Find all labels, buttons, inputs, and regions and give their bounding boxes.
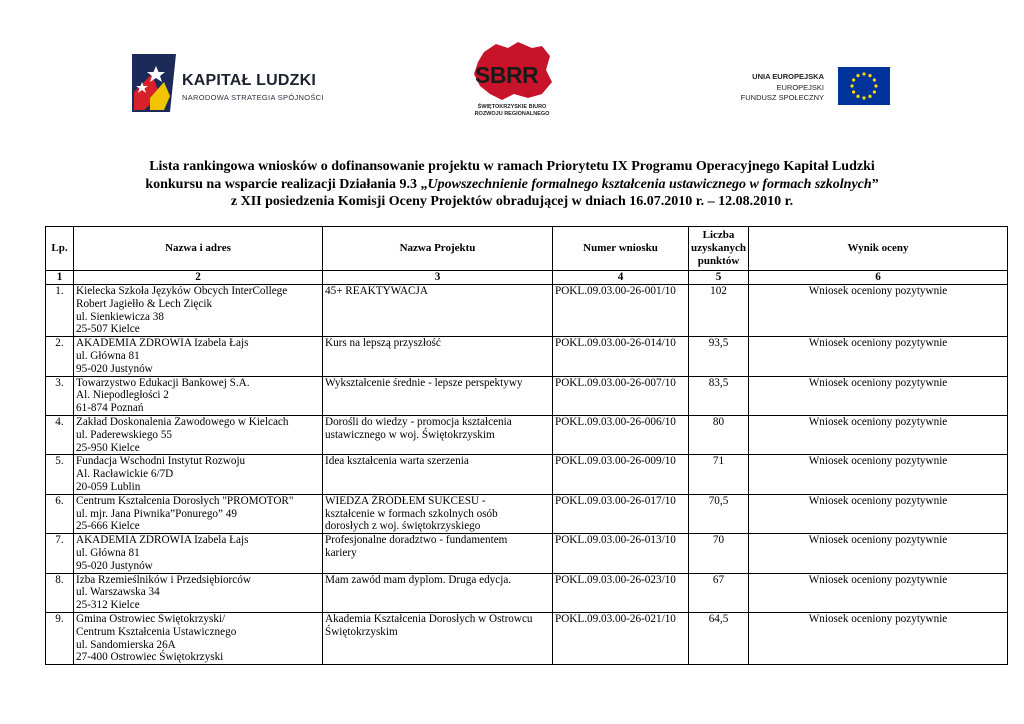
row-name-address <box>74 534 323 573</box>
row-points: 64,5 <box>689 612 749 664</box>
name-line: 20-059 Lublin <box>76 480 141 493</box>
project-line: Dorośli do wiedzy - promocja kształcenia <box>325 415 512 428</box>
project-line: WIEDZA ŹRÓDŁEM SUKCESU - <box>325 494 486 507</box>
row-project <box>323 376 553 415</box>
eu-star-icon <box>868 74 871 77</box>
table-row <box>46 376 1008 415</box>
row-application-number: POKL.09.03.00-26-013/10 <box>553 534 689 573</box>
header-project: Nazwa Projektu <box>323 227 553 271</box>
sbrr-wordmark: SBRR <box>475 62 539 88</box>
row-result: Wniosek oceniony pozytywnie <box>749 494 1008 533</box>
project-line: 45+ REAKTYWACJA <box>325 285 428 297</box>
name-line: ul. Paderewskiego 55 <box>76 428 173 441</box>
table-row <box>46 534 1008 573</box>
project-line: kształcenie w formach szkolnych osób <box>325 507 498 520</box>
project-line: Profesjonalne doradztwo - fundamentem <box>325 534 508 547</box>
name-line: 25-950 Kielce <box>76 441 140 454</box>
header-lp: Lp. <box>46 227 74 271</box>
project-line: kariery <box>325 546 357 559</box>
row-result: Wniosek oceniony pozytywnie <box>749 337 1008 376</box>
project-line: Wykształcenie średnie - lepsze perspektywy <box>325 376 523 389</box>
row-lp: 7. <box>46 534 74 573</box>
row-points: 83,5 <box>689 376 749 415</box>
name-line: ul. Sienkiewicza 38 <box>76 310 164 323</box>
column-number: 3 <box>323 271 553 285</box>
kapital-ludzki-logo <box>130 52 340 114</box>
row-points: 70 <box>689 534 749 573</box>
row-points: 80 <box>689 415 749 454</box>
name-line: 95-020 Justynów <box>76 559 153 572</box>
name-line: AKADEMIA ZDROWIA Izabela Łajs <box>76 337 249 350</box>
table-row <box>46 285 1008 337</box>
kapital-ludzki-emblem-icon <box>130 52 178 114</box>
row-project <box>323 612 553 664</box>
name-line: 95-020 Justynów <box>76 362 153 375</box>
eu-flag-icon <box>838 67 890 105</box>
project-line: Idea kształcenia warta szerzenia <box>325 455 469 468</box>
row-result: Wniosek oceniony pozytywnie <box>749 612 1008 664</box>
heading-line-2 <box>0 176 1024 194</box>
name-line: Izba Rzemieślników i Przedsiębiorców <box>76 573 251 586</box>
eu-star-icon <box>856 95 859 98</box>
row-result: Wniosek oceniony pozytywnie <box>749 455 1008 494</box>
kapital-ludzki-title: KAPITAŁ LUDZKI <box>182 72 317 89</box>
row-points: 71 <box>689 455 749 494</box>
project-line: Świętokrzyskim <box>325 625 398 638</box>
row-project <box>323 534 553 573</box>
row-project <box>323 285 553 337</box>
name-line: Fundacja Wschodni Instytut Rozwoju <box>76 455 246 468</box>
document-heading <box>0 158 1024 211</box>
name-line: ul. Sandomierska 26A <box>76 638 176 651</box>
name-line: ul. mjr. Jana Piwnika”Ponurego” 49 <box>76 507 237 520</box>
header-number: Numer wniosku <box>553 227 689 271</box>
row-application-number: POKL.09.03.00-26-014/10 <box>553 337 689 376</box>
project-line: dorosłych z woj. świętokrzyskiego <box>325 520 481 533</box>
eu-star-icon <box>862 72 865 75</box>
column-number-row <box>46 271 1008 285</box>
row-lp: 3. <box>46 376 74 415</box>
header-points-line: Liczba <box>702 229 735 242</box>
header-points-line: uzyskanych <box>691 242 747 255</box>
name-line: Al. Niepodległości 2 <box>76 389 169 402</box>
row-application-number: POKL.09.03.00-26-009/10 <box>553 455 689 494</box>
column-number: 4 <box>553 271 689 285</box>
eu-star-icon <box>850 84 853 87</box>
heading-measure-title: Upowszechnienie formalnego kształcenia ustawicznego w formach szkolnych <box>427 176 872 192</box>
heading-line-1: Lista rankingowa wniosków o dofinansowanie projektu w ramach Priorytetu IX Programu Operacyjnego Kapitał Ludzki <box>149 159 875 174</box>
row-name-address <box>74 376 323 415</box>
header-points <box>689 227 749 271</box>
heading-line-2-prefix: konkursu na wsparcie realizacji Działania 9.3 „ <box>145 176 428 192</box>
name-line: Kielecka Szkoła Języków Obcych InterCollege <box>76 285 288 297</box>
eu-star-icon <box>868 95 871 98</box>
heading-line-3: z XII posiedzenia Komisji Oceny Projektów obradującej w dniach 16.07.2010 r. – 12.08.2010 r. <box>230 194 794 209</box>
eu-union-label: UNIA EUROPEJSKA <box>752 72 824 81</box>
row-name-address <box>74 455 323 494</box>
eu-star-icon <box>852 78 855 81</box>
name-line: ul. Warszawska 34 <box>76 586 160 599</box>
name-line: 25-507 Kielce <box>76 323 140 336</box>
row-result: Wniosek oceniony pozytywnie <box>749 573 1008 612</box>
eu-fund-label-1: EUROPEJSKI <box>776 83 824 92</box>
name-line: Zakład Doskonalenia Zawodowego w Kielcach <box>76 415 289 428</box>
row-project <box>323 494 553 533</box>
row-application-number: POKL.09.03.00-26-021/10 <box>553 612 689 664</box>
name-line: Centrum Kształcenia Ustawicznego <box>76 625 237 638</box>
sbrr-caption-line1: ŚWIĘTOKRZYSKIE BIURO <box>477 104 547 110</box>
name-line: 25-312 Kielce <box>76 599 140 612</box>
row-project <box>323 573 553 612</box>
eu-star-icon <box>873 90 876 93</box>
name-line: Centrum Kształcenia Dorosłych "PROMOTOR" <box>76 494 294 507</box>
logo-bar <box>0 0 1024 140</box>
sbrr-logo <box>462 40 562 122</box>
table-row <box>46 415 1008 454</box>
row-points: 67 <box>689 573 749 612</box>
table-row <box>46 494 1008 533</box>
table-row <box>46 612 1008 664</box>
table-header-row <box>46 227 1008 271</box>
eu-fund-label-2: FUNDUSZ SPOŁECZNY <box>740 93 824 102</box>
eu-star-icon <box>874 84 877 87</box>
row-lp: 8. <box>46 573 74 612</box>
column-number: 5 <box>689 271 749 285</box>
eu-logo <box>738 67 890 107</box>
name-line: Towarzystwo Edukacji Bankowej S.A. <box>76 376 250 389</box>
row-name-address <box>74 285 323 337</box>
header-name: Nazwa i adres <box>74 227 323 271</box>
row-lp: 1. <box>46 285 74 337</box>
row-name-address <box>74 337 323 376</box>
project-line: Akademia Kształcenia Dorosłych w Ostrowcu <box>325 612 533 625</box>
name-line: ul. Główna 81 <box>76 546 140 559</box>
row-name-address <box>74 494 323 533</box>
heading-line-2-suffix: ” <box>871 176 879 192</box>
name-line: Gmina Ostrowiec Świętokrzyski/ <box>76 612 226 625</box>
table-row <box>46 455 1008 494</box>
row-result: Wniosek oceniony pozytywnie <box>749 534 1008 573</box>
kapital-ludzki-subtitle: NARODOWA STRATEGIA SPÓJNOŚCI <box>182 93 324 102</box>
table-row <box>46 573 1008 612</box>
ranking-table <box>45 226 1008 665</box>
row-lp: 5. <box>46 455 74 494</box>
header-points-line: punktów <box>697 254 740 267</box>
name-line: 27-400 Ostrowiec Świętokrzyski <box>76 651 224 664</box>
row-points: 93,5 <box>689 337 749 376</box>
project-line: ustawicznego w woj. Świętokrzyskim <box>325 428 495 441</box>
row-name-address <box>74 612 323 664</box>
column-number: 2 <box>74 271 323 285</box>
name-line: 25-666 Kielce <box>76 520 140 533</box>
row-project <box>323 415 553 454</box>
sbrr-caption-line2: ROZWOJU REGIONALNEGO <box>474 111 550 117</box>
project-line: Mam zawód mam dyplom. Druga edycja. <box>325 573 512 586</box>
row-project <box>323 337 553 376</box>
row-application-number: POKL.09.03.00-26-017/10 <box>553 494 689 533</box>
row-name-address <box>74 573 323 612</box>
row-result: Wniosek oceniony pozytywnie <box>749 376 1008 415</box>
name-line: Robert Jagiełło & Lech Zięcik <box>76 297 213 310</box>
header-result: Wynik oceny <box>749 227 1008 271</box>
row-result: Wniosek oceniony pozytywnie <box>749 415 1008 454</box>
row-application-number: POKL.09.03.00-26-001/10 <box>553 285 689 337</box>
eu-star-icon <box>873 78 876 81</box>
column-number: 6 <box>749 271 1008 285</box>
name-line: 61-874 Poznań <box>76 402 144 415</box>
column-number: 1 <box>46 271 74 285</box>
eu-star-icon <box>856 74 859 77</box>
row-lp: 4. <box>46 415 74 454</box>
table-row <box>46 337 1008 376</box>
project-line: Kurs na lepszą przyszłość <box>325 337 441 350</box>
row-lp: 6. <box>46 494 74 533</box>
row-application-number: POKL.09.03.00-26-007/10 <box>553 376 689 415</box>
eu-star-icon <box>852 90 855 93</box>
row-project <box>323 455 553 494</box>
row-points: 102 <box>689 285 749 337</box>
row-application-number: POKL.09.03.00-26-006/10 <box>553 415 689 454</box>
row-name-address <box>74 415 323 454</box>
row-result: Wniosek oceniony pozytywnie <box>749 285 1008 337</box>
row-application-number: POKL.09.03.00-26-023/10 <box>553 573 689 612</box>
name-line: ul. Główna 81 <box>76 349 140 362</box>
row-points: 70,5 <box>689 494 749 533</box>
row-lp: 9. <box>46 612 74 664</box>
row-lp: 2. <box>46 337 74 376</box>
name-line: AKADEMIA ZDROWIA Izabela Łajs <box>76 534 249 547</box>
name-line: Al. Racławickie 6/7D <box>76 468 174 481</box>
eu-star-icon <box>862 96 865 99</box>
